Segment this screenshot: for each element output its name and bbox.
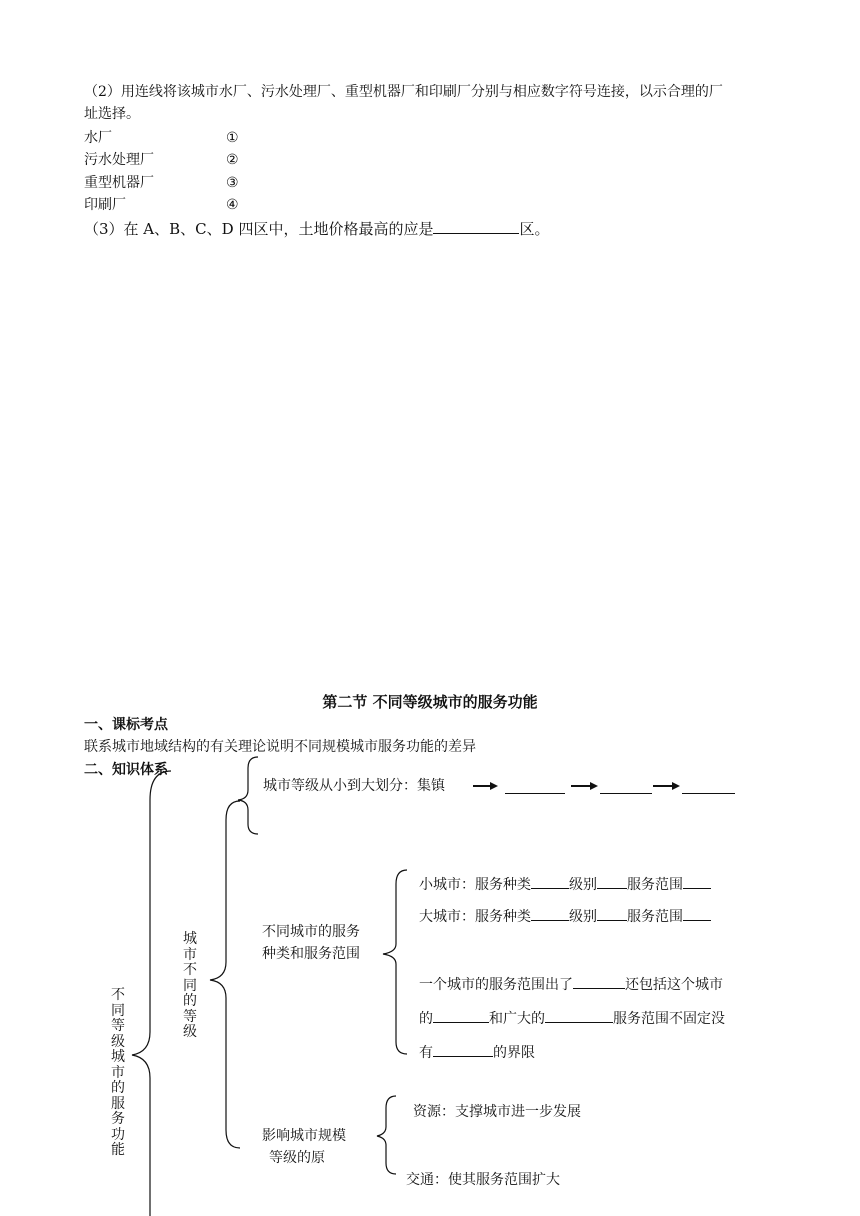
level-bracket xyxy=(210,801,240,1148)
range-text-3a: 有 xyxy=(419,1045,433,1061)
large-city-level: 级别 xyxy=(569,909,597,925)
small-city-line xyxy=(419,874,711,894)
large-city-label: 大城市：服务种类 xyxy=(419,909,531,925)
heading-curriculum-points: 一、课标考点 xyxy=(84,717,168,733)
small-city-blank-range[interactable] xyxy=(683,874,711,889)
small-city-level: 级别 xyxy=(569,877,597,893)
factor-traffic: 交通：使其服务范围扩大 xyxy=(406,1172,560,1188)
factor-topic-line1: 影响城市规模 xyxy=(262,1128,346,1144)
match-label-sewage-plant: 污水处理厂 xyxy=(84,152,154,168)
match-label-heavy-machinery: 重型机器厂 xyxy=(84,175,154,191)
large-city-line xyxy=(419,906,711,926)
service-bracket xyxy=(383,870,407,1054)
range-blank-4[interactable] xyxy=(433,1042,493,1057)
large-city-blank-range[interactable] xyxy=(683,906,711,921)
service-topic-line1: 不同城市的服务 xyxy=(262,924,360,940)
question-2-line2: 址选择。 xyxy=(84,106,140,122)
heading-knowledge-system: 二、知识体系 xyxy=(84,762,168,778)
match-symbol-1: ① xyxy=(226,130,239,146)
objective-text: 联系城市地域结构的有关理论说明不同规模城市服务功能的差异 xyxy=(84,739,476,755)
factor-topic-line2: 等级的原 xyxy=(269,1150,325,1166)
range-text-2c: 服务范围不固定没 xyxy=(613,1011,725,1027)
small-city-blank-type[interactable] xyxy=(531,874,569,889)
ranking-blank-3[interactable] xyxy=(682,779,735,794)
ranking-bracket xyxy=(238,757,258,834)
large-city-blank-type[interactable] xyxy=(531,906,569,921)
range-line-3 xyxy=(419,1042,535,1062)
question-3-prefix: （3）在 A、B、C、D 四区中，土地价格最高的应是 xyxy=(84,220,434,238)
match-label-printing-plant: 印刷厂 xyxy=(84,197,126,213)
range-text-1a: 一个城市的服务范围出了 xyxy=(419,977,573,993)
range-text-2a: 的 xyxy=(419,1011,433,1027)
range-text-2b: 和广大的 xyxy=(489,1011,545,1027)
ranking-blank-1[interactable] xyxy=(505,779,565,794)
diagram-root-label: 不同等级城市的服务功能 xyxy=(111,987,125,1158)
match-symbol-2: ② xyxy=(226,152,239,168)
range-text-3b: 的界限 xyxy=(493,1045,535,1061)
range-line-1 xyxy=(419,974,723,994)
range-blank-2[interactable] xyxy=(433,1008,489,1023)
ranking-blank-2[interactable] xyxy=(600,779,652,794)
range-blank-3[interactable] xyxy=(545,1008,613,1023)
match-symbol-4: ④ xyxy=(226,197,239,213)
range-blank-1[interactable] xyxy=(573,974,625,989)
factor-resource: 资源：支撑城市进一步发展 xyxy=(413,1104,581,1120)
match-symbol-3: ③ xyxy=(226,175,239,191)
question-2-line1: （2）用连线将该城市水厂、污水处理厂、重型机器厂和印刷厂分别与相应数字符号连接，以示合理的厂 xyxy=(84,84,723,100)
small-city-range: 服务范围 xyxy=(627,877,683,893)
question-3-suffix: 区。 xyxy=(519,220,550,238)
match-label-water-plant: 水厂 xyxy=(84,130,112,146)
factors-bracket xyxy=(377,1096,396,1174)
service-topic-line2: 种类和服务范围 xyxy=(262,946,360,962)
small-city-label: 小城市：服务种类 xyxy=(419,877,531,893)
ranking-prefix: 城市等级从小到大划分：集镇 xyxy=(263,778,445,794)
range-text-1b: 还包括这个城市 xyxy=(625,977,723,993)
diagram-branch-label: 城市不同的等级 xyxy=(183,931,197,1040)
root-bracket xyxy=(132,771,171,1216)
large-city-blank-level[interactable] xyxy=(597,906,627,921)
range-line-2 xyxy=(419,1008,725,1028)
small-city-blank-level[interactable] xyxy=(597,874,627,889)
section-title: 第二节 不同等级城市的服务功能 xyxy=(322,693,538,711)
large-city-range: 服务范围 xyxy=(627,909,683,925)
